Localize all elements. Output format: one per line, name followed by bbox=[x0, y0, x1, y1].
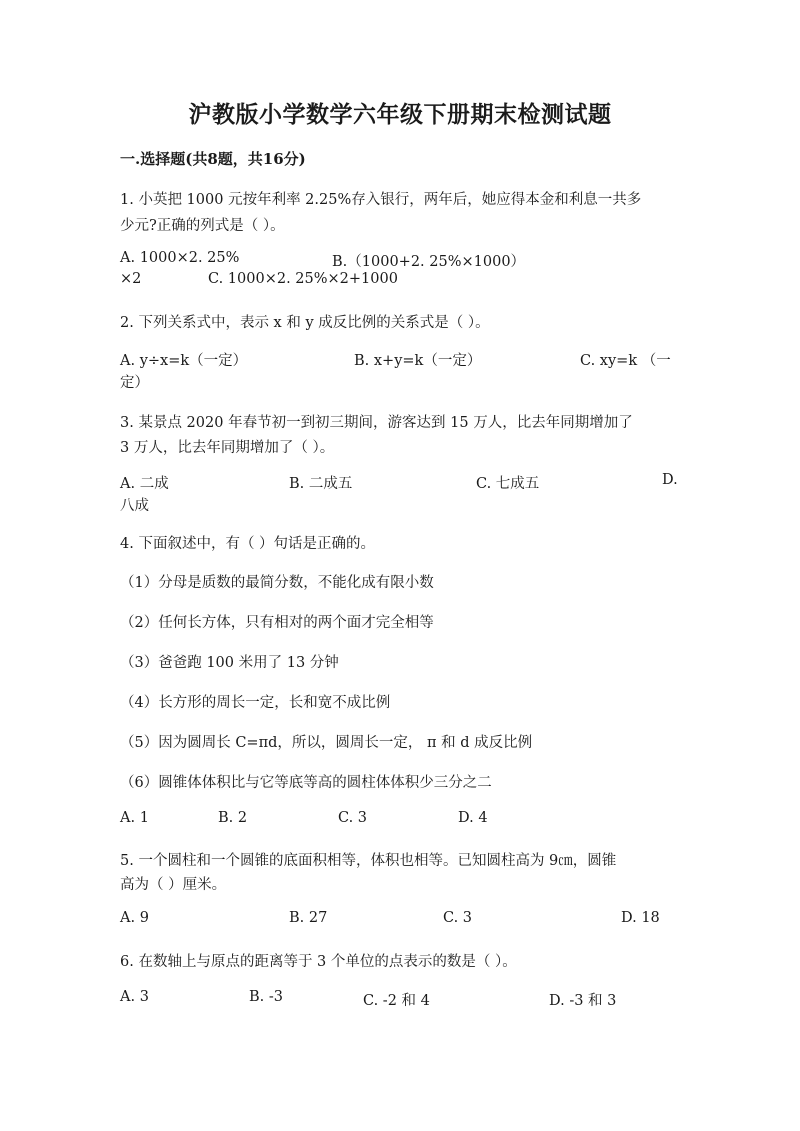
q4-statement-3: （3）爸爸跑 100 米用了 13 分钟 bbox=[120, 655, 339, 671]
q4-statement-2: （2）任何长方体，只有相对的两个面才完全相等 bbox=[120, 615, 434, 631]
q3-option-d: D. bbox=[662, 472, 678, 488]
q6-text: 6. 在数轴上与原点的距离等于 3 个单位的点表示的数是（ ）。 bbox=[120, 954, 517, 970]
q6-option-a: A. 3 bbox=[120, 989, 149, 1005]
q1-option-b-cont: ×2 bbox=[120, 271, 142, 287]
q3-option-d-cont: 八成 bbox=[120, 498, 149, 514]
section-heading: 一.选择题(共8题，共16分) bbox=[120, 150, 306, 168]
q4-option-d: D. 4 bbox=[458, 810, 488, 826]
q3-option-b: B. 二成五 bbox=[289, 476, 353, 492]
page-title: 沪教版小学数学六年级下册期末检测试题 bbox=[188, 101, 612, 128]
q1-option-a: A. 1000×2. 25% bbox=[120, 250, 240, 266]
q5-option-a: A. 9 bbox=[120, 910, 149, 926]
q4-statement-1: （1）分母是质数的最简分数，不能化成有限小数 bbox=[120, 575, 434, 591]
q4-statement-6: （6）圆锥体体积比与它等底等高的圆柱体体积少三分之二 bbox=[120, 775, 492, 791]
q3-text-line2: 3 万人，比去年同期增加了（ ）。 bbox=[120, 440, 335, 456]
q6-option-d: D. -3 和 3 bbox=[549, 993, 617, 1009]
q2-option-b: B. x+y=k（一定） bbox=[354, 353, 482, 369]
q4-statement-5: （5）因为圆周长 C=πd，所以，圆周长一定， π 和 d 成反比例 bbox=[120, 735, 533, 751]
q2-option-c: C. xy=k （一 bbox=[580, 353, 671, 369]
q3-option-c: C. 七成五 bbox=[476, 476, 540, 492]
q1-option-b: B.（1000+2. 25%×1000） bbox=[332, 254, 526, 270]
q2-text: 2. 下列关系式中，表示 x 和 y 成反比例的关系式是（ ）。 bbox=[120, 315, 490, 331]
q4-option-b: B. 2 bbox=[218, 810, 248, 826]
q1-text-line2: 少元?正确的列式是（ ）。 bbox=[120, 218, 285, 234]
q5-option-d: D. 18 bbox=[621, 910, 660, 926]
q3-text-line1: 3. 某景点 2020 年春节初一到初三期间，游客达到 15 万人，比去年同期增加了 bbox=[120, 415, 633, 431]
q5-text-line2: 高为（ ）厘米。 bbox=[120, 877, 227, 893]
q4-option-c: C. 3 bbox=[338, 810, 368, 826]
q4-text: 4. 下面叙述中，有（ ）句话是正确的。 bbox=[120, 536, 376, 552]
q6-option-c: C. -2 和 4 bbox=[363, 993, 430, 1009]
q4-option-a: A. 1 bbox=[120, 810, 149, 826]
q2-option-a: A. y÷x=k（一定） bbox=[120, 353, 248, 369]
q6-option-b: B. -3 bbox=[249, 989, 283, 1005]
q5-text-line1: 5. 一个圆柱和一个圆锥的底面积相等，体积也相等。已知圆柱高为 9㎝，圆锥 bbox=[120, 853, 617, 869]
q3-option-a: A. 二成 bbox=[120, 476, 169, 492]
q1-option-c: C. 1000×2. 25%×2+1000 bbox=[208, 271, 398, 287]
q1-text-line1: 1. 小英把 1000 元按年利率 2.25%存入银行，两年后，她应得本金和利息一共多 bbox=[120, 192, 642, 208]
q2-option-c-cont: 定） bbox=[120, 375, 149, 391]
q4-statement-4: （4）长方形的周长一定，长和宽不成比例 bbox=[120, 695, 391, 711]
q5-option-c: C. 3 bbox=[443, 910, 473, 926]
q5-option-b: B. 27 bbox=[289, 910, 328, 926]
